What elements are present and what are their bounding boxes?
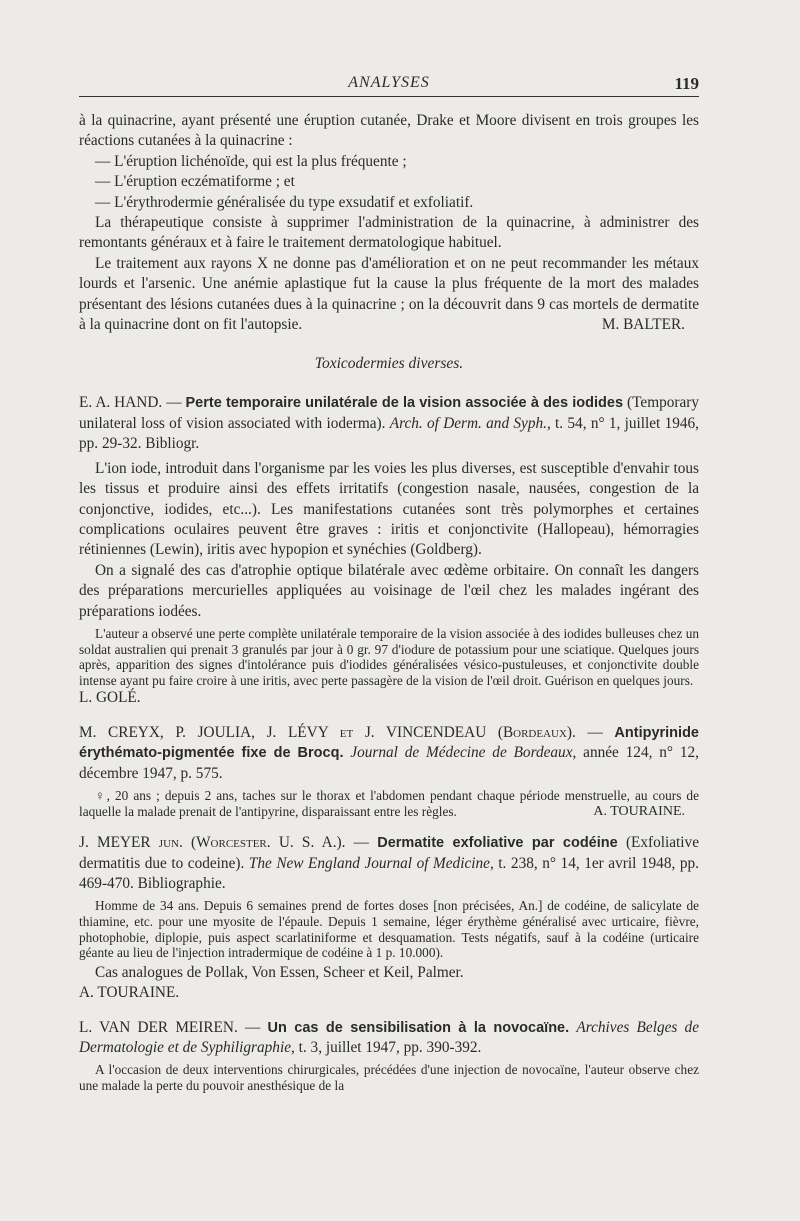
entry-original-title: (Temporary unilateral loss of vision associated with ioderma).: [79, 394, 700, 432]
intro-paragraph-2: La thérapeutique consiste à supprimer l'administration de la quinacrine, à administrer des remontants généraux et à faire le traitement dermatologique habituel.: [79, 214, 699, 252]
intro-paragraph-1: à la quinacrine, ayant présenté une éruption cutanée, Drake et Moore divisent en trois groupes les réactions cutanées à la quinacrine :: [79, 112, 699, 150]
page: [79, 70, 699, 1094]
entry-body-small: [79, 788, 699, 819]
entry-reference: , t. 54, n° 1, juillet 1946, pp. 29-32. Bibliogr.: [79, 414, 699, 453]
entry-body: On a signalé des cas d'atrophie optique bilatérale avec œdème orbitaire. On connaît les dangers des préparations mercurielles appliquées au voisinage de l'œil chez les malades ingérant des préparations iodées.: [79, 561, 699, 620]
entry-title: Dermatite exfoliative par codéine: [377, 835, 618, 852]
entry-body: Cas analogues de Pollak, Von Essen, Scheer et Keil, Palmer.: [95, 963, 464, 981]
section-title: Toxicodermies diverses.: [314, 355, 464, 373]
entry-author: L. VAN DER MEIREN.: [79, 1018, 238, 1036]
entry-original-title: (Exfoliative dermatitis due to codeine).: [79, 834, 699, 872]
entry-heading: J. MEYER jun. (Worcester. U. S. A.). — Dermatite exfoliative par codéine (Exfoliative dermatitis due to codeine). The New England Journal of Medicine, t. 238, n° 14, 1er avril 1948, pp. 469-470. Bibliographie.: [79, 834, 699, 892]
signature: M. BALTER.: [601, 316, 685, 334]
entry-reference: , t. 3, juillet 1947, pp. 390-392.: [291, 1038, 482, 1056]
signature: A. TOURAINE.: [593, 803, 685, 819]
entry-body-small: L'auteur a observé une perte complète unilatérale temporaire de la vision associée à des iodides bulleuses chez un soldat australien qui prenait 3 granulés par jour à 0 gr. 97 d'iodure de potassium pour une sciatique. Quelques jours après, apparition des signes d'intolérance puis d'iodides généralisées vésico-pustuleuses, et conjonctivite double intense ayant pu faire croire à une iritis, avec perte passagère de la vision de l'œil droit. Guérison en quelques jours.: [79, 625, 699, 688]
entry-heading: M. CREYX, P. JOULIA, J. LÉVY et J. VINCENDEAU (Bordeaux). — Antipyrinide érythémato-pigmentée fixe de Brocq. Journal de Médecine de Bordeaux, année 124, n° 12, décembre 1947, p. 575.: [79, 723, 699, 782]
content: [79, 111, 699, 1094]
entry-reference: , t. 238, n° 14, 1er avril 1948, pp. 469-470. Bibliographie.: [79, 854, 699, 892]
entry-author: J. MEYER jun. (Worcester. U. S. A.).: [79, 834, 346, 852]
list-item: — L'éruption lichénoïde, qui est la plus fréquente ;: [95, 152, 407, 170]
page-header: [79, 70, 699, 97]
abstract-entry: [79, 1018, 699, 1094]
entry-body-text: ♀, 20 ans ; depuis 2 ans, taches sur le thorax et l'abdomen pendant chaque période menstruelle, au cours de laquelle la malade prenait de l'antipyrine, disparaissant entre les règles.: [79, 787, 699, 819]
entry-journal: Archives Belges de Dermatologie et de Syphiligraphie: [79, 1018, 699, 1056]
abstract-entry: [79, 833, 699, 1003]
entry-title: Perte temporaire unilatérale de la vision associée à des iodides: [185, 395, 624, 412]
entry-journal: The New England Journal of Medicine: [248, 854, 490, 872]
list-item: — L'éruption eczématiforme ; et: [95, 173, 295, 191]
entry-reference: , année 124, n° 12, décembre 1947, p. 575.: [79, 744, 699, 782]
entry-heading: L. VAN DER MEIREN. — Un cas de sensibilisation à la novocaïne. Archives Belges de Dermatologie et de Syphiligraphie, t. 3, juillet 1947, pp. 390-392.: [79, 1018, 699, 1056]
entry-body: L'ion iode, introduit dans l'organisme par les voies les plus diverses, est susceptible d'envahir tous les tissus et produire ainsi des effets irritatifs (congestion nasale, nausées, congestion de la conjonctive, iodides, etc...). Les manifestations cutanées sont très polymorphes et certaines complications oculaires peuvent être graves : iritis et conjonctivite (Hallopeau), hémorragies rétiniennes (Lewin), iritis avec hypopion et synéchies (Goldberg).: [79, 459, 699, 559]
entry-author: M. CREYX, P. JOULIA, J. LÉVY et J. VINCENDEAU (Bordeaux).: [79, 723, 576, 741]
list-item: — L'érythrodermie généralisée du type exsudatif et exfoliatif.: [95, 193, 474, 211]
signature: A. TOURAINE.: [79, 984, 180, 1002]
intro-paragraph-3: [79, 254, 699, 336]
entry-journal: Journal de Médecine de Bordeaux: [350, 744, 573, 762]
entry-journal: Arch. of Derm. and Syph.: [389, 414, 547, 432]
entry-body-small: Homme de 34 ans. Depuis 6 semaines prend de fortes doses [non précisées, An.] de codéine, de salicylate de thiamine, etc. pour une myosite de l'épaule. Depuis 1 semaine, léger érythème généralisé avec urticaire, fièvre, photophobie, diplopie, puis aspect scarlatiniforme et desquamation. Tests négatifs, sauf à la codéine (urticaire géante au lieu de l'injection intradermique de codéine à 1 p. 10.000).: [79, 898, 699, 961]
entry-body-small: A l'occasion de deux interventions chirurgicales, précédées d'une injection de novocaïne, l'auteur observe chez une malade la perte du pouvoir anesthésique de la: [79, 1062, 699, 1093]
entry-author: E. A. HAND.: [79, 394, 163, 412]
entry-title: Antipyrinide érythémato-pigmentée fixe de Brocq.: [79, 724, 699, 762]
abstract-entry: [79, 393, 699, 708]
intro-paragraph-3-text: Le traitement aux rayons X ne donne pas d'amélioration et on ne peut recommander les métaux lourds et l'arsenic. Une anémie aplastique fut la cause la plus fréquente de la mort des malades présentant des lésions cutanées dues à la quinacrine ; on la découvrit dans 9 cas mortels de dermatite à la quinacrine dont on fit l'autopsie.: [79, 254, 699, 334]
entry-title: Un cas de sensibilisation à la novocaïne.: [267, 1019, 570, 1036]
running-title: ANALYSES: [348, 74, 430, 91]
abstract-entry: [79, 723, 699, 819]
entry-heading: E. A. HAND. — Perte temporaire unilatérale de la vision associée à des iodides (Temporary unilateral loss of vision associated with ioderma). Arch. of Derm. and Syph., t. 54, n° 1, juillet 1946, pp. 29-32. Bibliogr.: [79, 394, 700, 453]
signature: L. GOLÉ.: [79, 689, 141, 707]
page-number: 119: [674, 74, 699, 93]
